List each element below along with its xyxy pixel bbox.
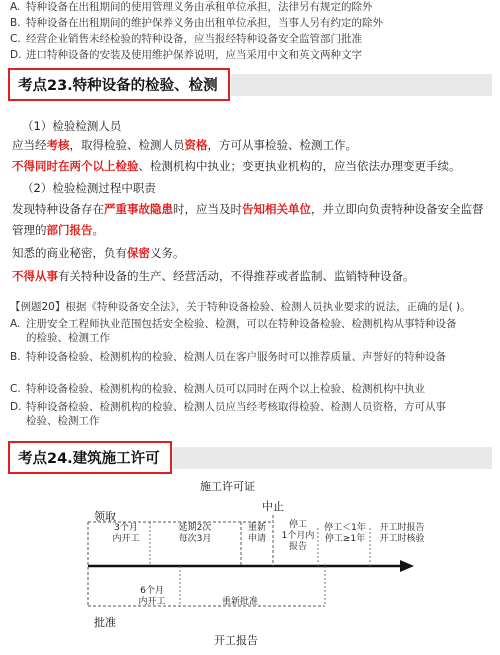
example-stem: 【例题20】根据《特种设备安全法》，关于特种设备检验、检测人员执业要求的说法，正确的是( )。 — [10, 301, 471, 313]
example-option-b: B. 特种设备检验、检测机构的检验、检测人员在客户服务时可以推荐质量、声誉好的特种设备 — [10, 351, 446, 363]
pause-label: 中止 — [262, 500, 284, 513]
segment-label: 停工 1个月内 报告 — [281, 520, 315, 552]
option-c — [10, 32, 362, 46]
start-report-label: 开工报告 — [214, 634, 258, 647]
approve-label: 批准 — [94, 616, 116, 629]
option-key: D. — [10, 49, 22, 61]
collect-label: 领取 — [94, 510, 116, 523]
para-line-2: 不得同时在两个以上检验、检测机构中执业；变更执业机构的，应当依法办理变更手续。 — [12, 159, 461, 173]
option-key: B. — [10, 17, 21, 29]
segment-label: 6个月 内开工 — [138, 586, 166, 607]
para-line-5: 知悉的商业秘密，负有保密义务。 — [12, 246, 185, 260]
segment-label: 重新 申请 — [247, 523, 266, 544]
option-text: 进口特种设备的安装及使用维护保养说明，应当采用中文和英文两种文字 — [26, 49, 362, 61]
example-option-a-cont: 的检验、检测工作 — [26, 332, 110, 344]
para-line-3: 发现特种设备存在严重事故隐患时，应当及时告知相关单位，并立即向负责特种设备安全监督 — [12, 202, 484, 216]
permit-timeline-diagram — [0, 470, 500, 655]
para-line-1: 应当经考核，取得检验、检测人员资格，方可从事检验、检测工作。 — [12, 138, 357, 152]
timeline-arrow — [400, 560, 414, 572]
segment-label: 重新批准 — [221, 597, 258, 607]
para-line-4: 管理的部门报告。 — [12, 223, 104, 237]
segment-label: 开工时报告 开工时核验 — [379, 523, 425, 544]
section-24-title: 考点24.建筑施工许可 — [8, 441, 172, 474]
option-text: 特种设备在出租期间的使用管理义务由承租单位承担，法律另有规定的除外 — [26, 1, 373, 13]
example-option-d-cont: 检验、检测工作 — [26, 415, 100, 427]
option-key: A. — [10, 1, 21, 13]
option-key: C. — [10, 33, 21, 45]
section-23-title: 考点23.特种设备的检验、检测 — [8, 68, 230, 101]
permit-label: 施工许可证 — [200, 480, 255, 493]
option-b — [10, 16, 383, 30]
segment-label: 停工＜1年 停工≥1年 — [324, 523, 366, 544]
sub-heading-2: （2）检验检测过程中职责 — [22, 181, 156, 195]
option-a — [10, 0, 373, 14]
option-text: 特种设备在出租期间的维护保养义务由出租单位承担，当事人另有约定的除外 — [26, 17, 383, 29]
option-text: 经营企业销售未经检验的特种设备，应当报经特种设备安全监管部门批准 — [26, 33, 362, 45]
example-option-c: C. 特种设备检验、检测机构的检验、检测人员可以同时在两个以上检验、检测机构中执业 — [10, 383, 425, 395]
example-option-d: D. 特种设备检验、检测机构的检验、检测人员应当经考核取得检验、检测人员资格，方可从事 — [10, 401, 446, 413]
para-line-6: 不得从事有关特种设备的生产、经营活动，不得推荐或者监制、监销特种设备。 — [12, 269, 415, 283]
example-option-a: A. 注册安全工程师执业范围包括安全检验、检测，可以在特种设备检验、检测机构从事特种设备 — [10, 318, 457, 330]
segment-label: 延期2次 每次3月 — [178, 523, 212, 544]
option-d — [10, 48, 362, 62]
sub-heading-1: （1）检验检测人员 — [22, 119, 122, 133]
segment-label: 3个月 内开工 — [112, 523, 140, 544]
